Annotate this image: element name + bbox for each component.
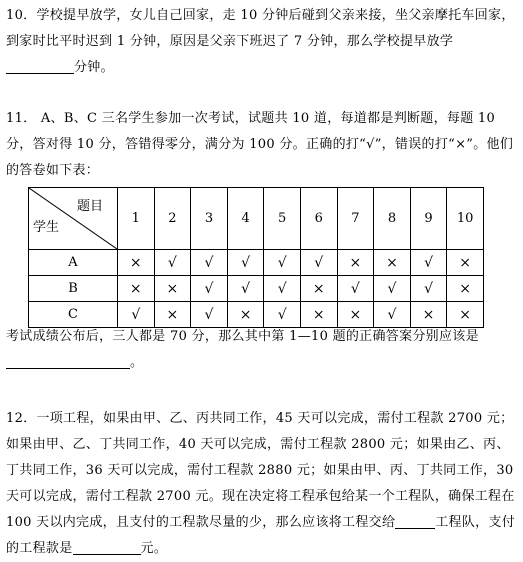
answer-mark: √ <box>374 276 411 302</box>
question-number: 1 <box>118 188 155 250</box>
question-number: 4 <box>227 188 264 250</box>
question-number: 2 <box>154 188 191 250</box>
student-name: C <box>29 302 118 328</box>
question-number: 3 <box>191 188 228 250</box>
question-number: 6 <box>300 188 337 250</box>
answer-blank-12-team[interactable] <box>395 513 435 529</box>
answer-mark: × <box>374 250 411 276</box>
corner-label-students: 学生 <box>33 220 60 235</box>
question-10 <box>6 3 516 81</box>
question-12 <box>6 406 516 562</box>
answer-mark: √ <box>264 276 301 302</box>
answer-table <box>28 187 484 328</box>
table-row-b <box>29 276 484 302</box>
answer-mark: √ <box>191 302 228 328</box>
answer-mark: × <box>118 250 155 276</box>
answer-mark: √ <box>300 250 337 276</box>
table-row-a <box>29 250 484 276</box>
student-name: A <box>29 250 118 276</box>
answer-mark: √ <box>374 302 411 328</box>
answer-mark: √ <box>264 302 301 328</box>
corner-label-questions: 题目 <box>76 199 103 214</box>
question-10-unit: 分钟。 <box>74 60 114 75</box>
answer-mark: √ <box>337 276 374 302</box>
answer-mark: × <box>227 302 264 328</box>
question-number: 10 <box>447 188 484 250</box>
answer-blank-12-payment[interactable] <box>73 539 141 555</box>
answer-mark: × <box>447 302 484 328</box>
answer-mark: √ <box>264 250 301 276</box>
answer-mark: √ <box>227 250 264 276</box>
answer-mark: × <box>118 276 155 302</box>
answer-mark: × <box>447 276 484 302</box>
answer-mark: √ <box>191 250 228 276</box>
question-11-end: 。 <box>130 355 144 370</box>
answer-mark: √ <box>410 250 447 276</box>
answer-blank-11[interactable] <box>6 353 130 369</box>
table-corner-cell <box>29 188 118 250</box>
question-12-mid: 工程队，支付的工程款是 <box>6 515 516 556</box>
answer-blank-10[interactable] <box>6 58 74 74</box>
answer-mark: × <box>154 302 191 328</box>
question-11-intro <box>6 106 516 184</box>
answer-mark: × <box>410 302 447 328</box>
question-number: 8 <box>374 188 411 250</box>
question-number: 7 <box>337 188 374 250</box>
question-11-after-text: 考试成绩公布后，三人都是 70 分，那么其中第 1—10 题的正确答案分别应该是 <box>6 329 479 344</box>
answer-mark: √ <box>154 250 191 276</box>
answer-mark: × <box>337 302 374 328</box>
answer-mark: √ <box>118 302 155 328</box>
answer-mark: √ <box>410 276 447 302</box>
answer-mark: × <box>447 250 484 276</box>
question-11-followup <box>6 324 516 376</box>
answer-mark: × <box>337 250 374 276</box>
answer-mark: √ <box>227 276 264 302</box>
question-10-text: 10．学校提早放学，女儿自己回家，走 10 分钟后碰到父亲来接，坐父亲摩托车回家，到家时比平时迟到 1 分钟，原因是父亲下班迟了 7 分钟，那么学校提早放学 <box>6 8 515 49</box>
question-12-end: 元。 <box>140 541 168 556</box>
question-12-text: 12．一项工程，如果由甲、乙、丙共同工作，45 天可以完成，需付工程款 2700 元；如果由甲、乙、丁共同工作，40 天可以完成，需付工程款 2800 元；如果由乙、丙、丁共同工作，36 天可以完成，需付工程款 2880 元；如果由甲、丙、丁共同工作，30 天可以完成，需付工程款 2700 元。现在决定将工程承包给某一个工程队，确保工程在 100 天以内完成，且支付的工程款尽量的少，那么应该将工程交给 <box>6 411 515 530</box>
answer-mark: × <box>300 302 337 328</box>
answer-mark: × <box>154 276 191 302</box>
answer-mark: × <box>300 276 337 302</box>
table-header-row <box>29 188 484 250</box>
answer-mark: √ <box>191 276 228 302</box>
question-number: 9 <box>410 188 447 250</box>
question-11-text: 11． A、B、C 三名学生参加一次考试，试题共 10 道，每道都是判断题，每题 10 分，答对得 10 分，答错得零分，满分为 100 分。正确的打“√”，错误的打“×”。他们的答卷如下表： <box>6 111 514 178</box>
student-name: B <box>29 276 118 302</box>
question-number: 5 <box>264 188 301 250</box>
